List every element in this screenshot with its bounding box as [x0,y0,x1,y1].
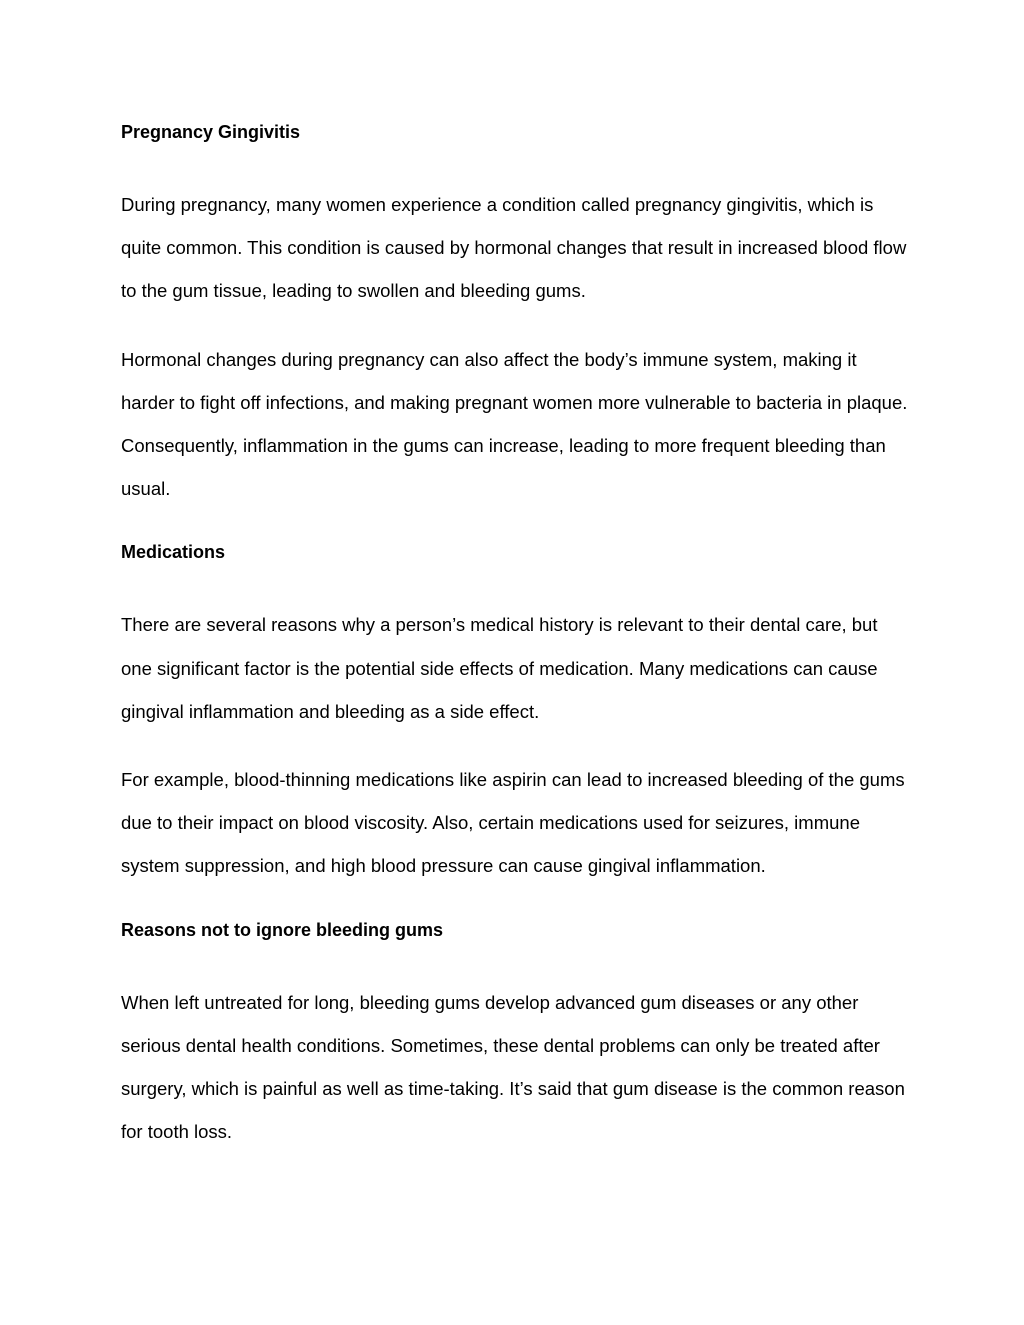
paragraph: For example, blood-thinning medications like aspirin can lead to increased bleeding of the gums due to their impact on blood viscosity. Also, certain medications used for seizures, immune system suppression, and high blood pressure can cause gingival inflammation. [121,769,905,877]
paragraph: There are several reasons why a person’s medical history is relevant to their dental care, but one significant factor is the potential side effects of medication. Many medications can cause gingival inflammation and bleeding as a side effect. [121,614,878,722]
section-heading-reasons-not-to-ignore: Reasons not to ignore bleeding gums [121,919,444,940]
section-heading-pregnancy-gingivitis: Pregnancy Gingivitis [121,122,301,142]
document-page [121,115,911,1153]
paragraph: When left untreated for long, bleeding gums develop advanced gum diseases or any other serious dental health conditions. Sometimes, these dental problems can only be treated after surgery, which is painful as well as time-taking. It’s said that gum disease is the common reason for tooth loss. [121,991,905,1143]
paragraph: During pregnancy, many women experience a condition called pregnancy gingivitis, which is quite common. This condition is caused by hormonal changes that result in increased blood flow to the gum tissue, leading to swollen and bleeding gums. [121,194,907,302]
paragraph: Hormonal changes during pregnancy can also affect the body’s immune system, making it harder to fight off infections, and making pregnant women more vulnerable to bacteria in plaque. Consequently, inflammation in the gums can increase, leading to more frequent bleeding than usual. [121,348,908,500]
section-heading-medications: Medications [121,542,226,563]
